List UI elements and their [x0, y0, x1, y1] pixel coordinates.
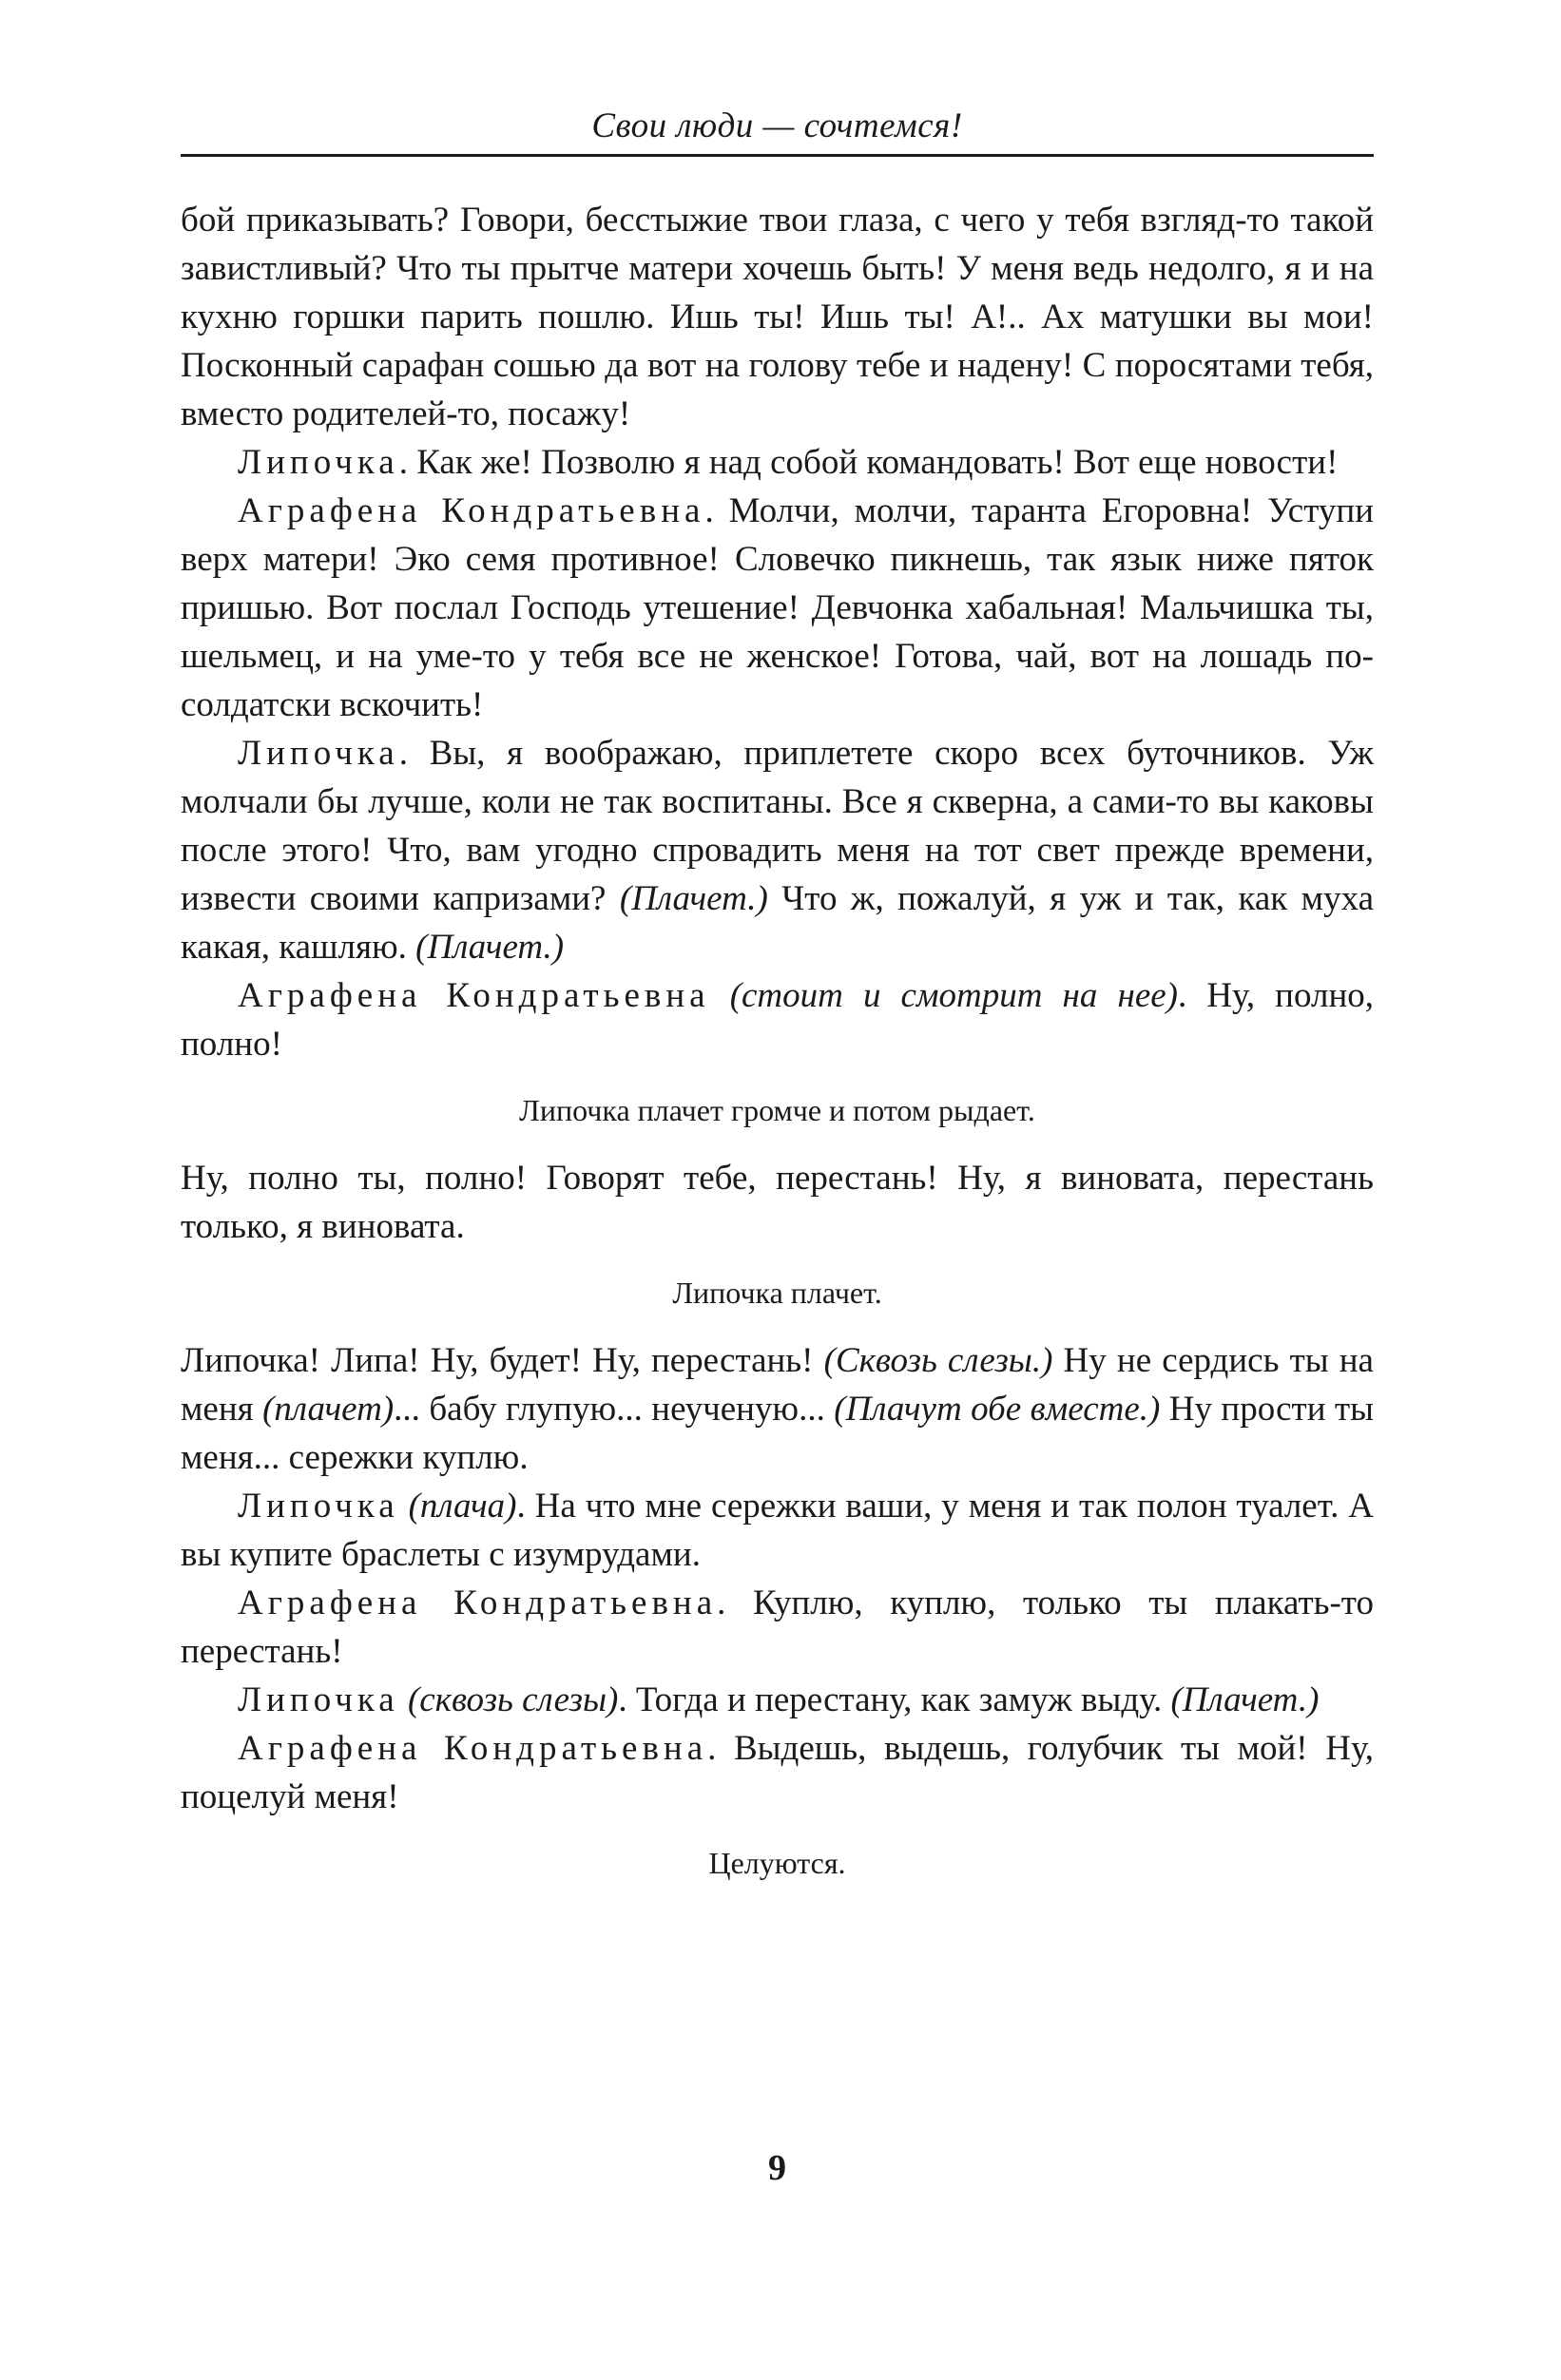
page-number: 9: [768, 2148, 786, 2188]
speaker-name: Липочка: [238, 443, 399, 482]
running-title: Свои люди — сочтемся!: [591, 106, 963, 145]
speech-text: Липочка! Липа! Ну, будет! Ну, перестань!: [181, 1341, 824, 1380]
paragraph-10: [181, 1676, 1374, 1724]
stage-direction: (Плачут обе вместе.): [834, 1390, 1161, 1429]
stage-note-2: Липочка плачет.: [672, 1276, 882, 1310]
stage-note-1: Липочка плачет громче и потом рыдает.: [519, 1093, 1035, 1127]
speaker-name: Липочка: [238, 1680, 399, 1719]
header-rule: [181, 154, 1374, 157]
speech-text: . Вы, я воображаю, приплетете скоро всех буточников. Уж молчали бы лучше, коли не так воспитаны. Все я скверна, а сами-то вы каковы после этого! Что, вам угодно спровадить меня на тот свет прежде времени, извести своими капризами?: [181, 734, 1374, 918]
speaker-name: Липочка: [238, 734, 399, 773]
speaker-name: Аграфена Кондратьевна: [238, 976, 710, 1015]
main-text: [181, 196, 1374, 1907]
speech-text: Что ж, пожалуй, я уж и так, как муха какая, кашляю.: [181, 879, 1374, 967]
stage-direction: (плача): [408, 1487, 517, 1526]
paragraph-9: [181, 1579, 1374, 1676]
paragraph-4: [181, 729, 1374, 971]
paragraph-7: [181, 1336, 1374, 1482]
speaker-name: Аграфена Кондратьевна: [238, 1729, 708, 1768]
speech-text: ... бабу глупую... неученую...: [394, 1390, 835, 1429]
paragraph-6: [181, 1154, 1374, 1251]
speech-text: Ну не сердись ты на меня: [181, 1341, 1374, 1429]
speaker-name: Аграфена Кондратьевна: [238, 491, 705, 530]
paragraph-3: [181, 487, 1374, 729]
speech-text: . Выдешь, выдешь, голубчик ты мой! Ну, поцелуй меня!: [181, 1729, 1375, 1816]
speech-text: . Как же! Позволю я над собой командовать! Вот еще новости!: [398, 443, 1339, 482]
paragraph-11: [181, 1724, 1374, 1821]
paragraph-5: [181, 971, 1374, 1068]
stage-direction: (сквозь слезы): [407, 1680, 619, 1719]
paragraph-text: бой приказывать? Говори, бесстыжие твои глаза, с чего у тебя взгляд-то такой завистливый? Что ты прытче матери хочешь быть! У меня ведь недолго, я и на кухню горшки парить пошлю. Ишь ты! Ишь ты! А!.. Ах матушки вы мои! Посконный сарафан сошью да вот на голову тебе и надену! С поросятами тебя, вместо родителей-то, посажу!: [181, 201, 1374, 433]
stage-note-3: Целуются.: [708, 1846, 846, 1880]
speech-text: . На что мне сережки ваши, у меня и так полон туалет. А вы купите браслеты с изумрудами.: [181, 1487, 1374, 1574]
stage-direction: (Плачет.): [415, 928, 565, 967]
speech-text: Ну прости ты меня... сережки куплю.: [181, 1390, 1374, 1477]
stage-direction: (плачет): [262, 1390, 395, 1429]
speech-text: Ну, полно ты, полно! Говорят тебе, перестань! Ну, я виновата, перестань только, я виновата.: [181, 1159, 1374, 1246]
book-page: [181, 0, 1374, 2380]
speech-text: . Тогда и перестану, как замуж выду.: [618, 1680, 1171, 1719]
stage-direction: (Сквозь слезы.): [823, 1341, 1053, 1380]
speech-text: . Ну, полно, полно!: [181, 976, 1375, 1064]
speech-text: . Куплю, куплю, только ты плакать-то перестань!: [181, 1583, 1374, 1671]
speaker-name: Липочка: [238, 1487, 399, 1526]
speaker-name: Аграфена Кондратьевна: [238, 1583, 718, 1622]
paragraph-8: [181, 1482, 1374, 1579]
paragraph-2: [181, 438, 1374, 487]
stage-direction: (Плачет.): [619, 879, 768, 918]
stage-direction: (Плачет.): [1170, 1680, 1320, 1719]
stage-direction: (стоит и смотрит на нее): [729, 976, 1179, 1015]
paragraph-1: [181, 196, 1374, 438]
speech-text: . Молчи, молчи, таранта Егоровна! Уступи верх матери! Эко семя противное! Словечко пикнешь, так язык ниже пяток пришью. Вот послал Господь утешение! Девчонка хабальная! Мальчишка ты, шельмец, и на уме-то у тебя все не женское! Готова, чай, вот на лошадь по-солдатски вскочить!: [181, 491, 1374, 724]
